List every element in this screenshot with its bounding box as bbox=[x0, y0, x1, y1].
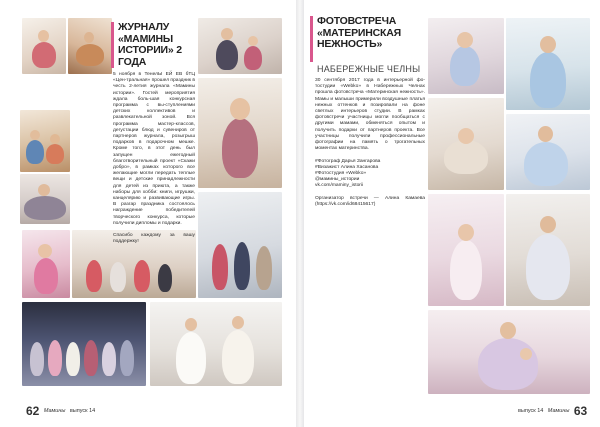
page-title: ЖУРНАЛУ «МАМИНЫ ИСТОРИИ» 2 ГОДА bbox=[118, 21, 182, 68]
photo-workshop-desk bbox=[22, 18, 66, 74]
issue-number: выпуск 14 bbox=[69, 407, 96, 414]
folio-left bbox=[26, 402, 95, 420]
right-title-block bbox=[310, 16, 428, 68]
person-head-icon bbox=[232, 316, 244, 329]
portrait-icon bbox=[222, 118, 258, 178]
baby-head-icon bbox=[457, 32, 473, 48]
person-head-icon bbox=[230, 98, 250, 120]
photo-craft-table bbox=[68, 18, 112, 74]
photo-brides bbox=[150, 302, 282, 386]
stage-icon bbox=[158, 264, 172, 292]
page-62 bbox=[0, 0, 296, 427]
photo-kids-crafts bbox=[20, 110, 70, 172]
magazine-name: Мамины bbox=[43, 407, 66, 414]
mother-head-icon bbox=[540, 36, 556, 53]
mother-head-icon bbox=[500, 322, 516, 339]
mother-icon bbox=[530, 52, 566, 108]
magazine-name: Мамины bbox=[547, 407, 570, 414]
kids-icon bbox=[26, 140, 44, 164]
gutter bbox=[296, 0, 304, 427]
photo-baby-basket bbox=[428, 98, 504, 190]
page-number: 62 bbox=[26, 403, 40, 418]
photo-mother-window bbox=[506, 18, 590, 110]
baby-icon bbox=[444, 140, 488, 174]
photo-mother-kneeling bbox=[506, 114, 590, 190]
mother-head-icon bbox=[540, 216, 556, 233]
photo-mother-holding bbox=[506, 194, 590, 306]
photo-audience bbox=[20, 174, 70, 224]
group-icon bbox=[66, 342, 80, 376]
group-icon bbox=[30, 342, 44, 376]
baby-icon bbox=[450, 240, 482, 300]
dress-icon bbox=[176, 332, 206, 384]
page-number: 63 bbox=[573, 403, 588, 418]
photo-mother-child bbox=[198, 18, 282, 74]
mother-head-icon bbox=[538, 126, 553, 142]
child-head-icon bbox=[38, 244, 52, 258]
group-icon bbox=[256, 246, 272, 290]
mother-icon bbox=[524, 142, 568, 186]
person-head-icon bbox=[38, 184, 50, 196]
article-body: 30 сентября 2017 года в интерьерной фо-тостудии «Webko» в Набережных Челнах прошла фотовстреча «Материнская нежность». Мамы и малыши примерили воздушные платья нежных оттенков и позировали на фоне светлых интерьеров студии. В рамках фотовстречи участницы могли пообщаться с другими мамами, обменяться опытом и получить подарки от партнеров проекта. Все участницы получили профессиональные фотографии на память о трогательных моментах материнства. #Фотограф Дарья Зангарова #Визажист Алина Хасанова #Фотостудия «Webko» @мамины_истории vk.com/maminy_istorii Организатор встречи — Алина Камаева (https://vk.com/id68415617) bbox=[315, 78, 425, 208]
photo-baby-plaid bbox=[428, 18, 504, 94]
person-head-icon bbox=[185, 318, 197, 331]
article-body: 5 ноября в ТенелЫ ЕЙ ЕВ бTЦ «Цен-тральная» прошел праздник в честь 2-летия журнала «Мамины истории». Гостей мероприятия ждала боль-шая конкурсная программа с вы-ступлениями детских коллективов и развлекательной зоной. Вся программа мастер-классов, дегустации блюд и сувениров от партнеров журнала, розыгрыш подарков в подарочном мешке. Кроме того, в этот день был запущен ежегодный благотворительный проект «Скажи добро», в рамках которого все желающие могли передать теплые вещи и детские принадлежности для детей из приюта, а также наборы для хобби: книги, игрушки, канцелярию и развивающие игры. В разгар праздника состоялось награждение победителей творческого конкурса, которые получили дипломы и подарки. Спасибо каждому за вашу поддержку! bbox=[113, 72, 195, 245]
group-icon bbox=[120, 340, 134, 376]
person-head-icon bbox=[221, 28, 233, 40]
person-head-icon bbox=[84, 32, 94, 43]
portrait-icon bbox=[34, 258, 58, 294]
page-title: ФОТОВСТРЕЧА «МАТЕРИНСКАЯ НЕЖНОСТЬ» bbox=[317, 15, 401, 50]
group-icon bbox=[48, 340, 62, 376]
photo-girl-portrait bbox=[198, 78, 282, 188]
photo-mother-seated bbox=[428, 310, 590, 394]
crafts-icon bbox=[76, 44, 104, 66]
family-icon bbox=[216, 40, 238, 70]
mother-icon bbox=[478, 338, 538, 390]
page-subtitle: НАБЕРЕЖНЫЕ ЧЕЛНЫ bbox=[317, 64, 421, 74]
photo-group-stage bbox=[22, 302, 146, 386]
group-icon bbox=[234, 242, 250, 290]
baby-head-icon bbox=[520, 348, 532, 360]
baby-icon bbox=[450, 46, 480, 86]
title-accent-bar bbox=[310, 16, 313, 62]
photo-girl-pink bbox=[22, 230, 70, 298]
left-title-block bbox=[111, 22, 197, 70]
child-head-icon bbox=[30, 130, 40, 140]
stage-icon bbox=[134, 260, 150, 292]
folio-right bbox=[518, 402, 587, 420]
photo-baby-dress bbox=[428, 194, 504, 306]
dress-icon bbox=[222, 330, 254, 384]
child-head-icon bbox=[50, 134, 60, 144]
group-icon bbox=[212, 244, 228, 290]
person-head-icon bbox=[38, 30, 49, 42]
group-icon bbox=[102, 342, 116, 376]
stage-icon bbox=[110, 262, 126, 292]
audience-icon bbox=[24, 196, 66, 220]
baby-head-icon bbox=[458, 224, 474, 241]
photo-hall-group bbox=[198, 192, 282, 298]
issue-number: выпуск 14 bbox=[518, 407, 544, 414]
page-63 bbox=[304, 0, 600, 427]
title-accent-bar bbox=[111, 22, 114, 68]
family-icon bbox=[244, 46, 262, 70]
group-icon bbox=[84, 340, 98, 376]
mother-icon bbox=[526, 234, 570, 300]
child-head-icon bbox=[248, 36, 258, 46]
stage-icon bbox=[86, 260, 102, 292]
baby-head-icon bbox=[458, 128, 474, 144]
workshop-icon bbox=[32, 42, 56, 68]
kids-icon bbox=[46, 144, 64, 164]
